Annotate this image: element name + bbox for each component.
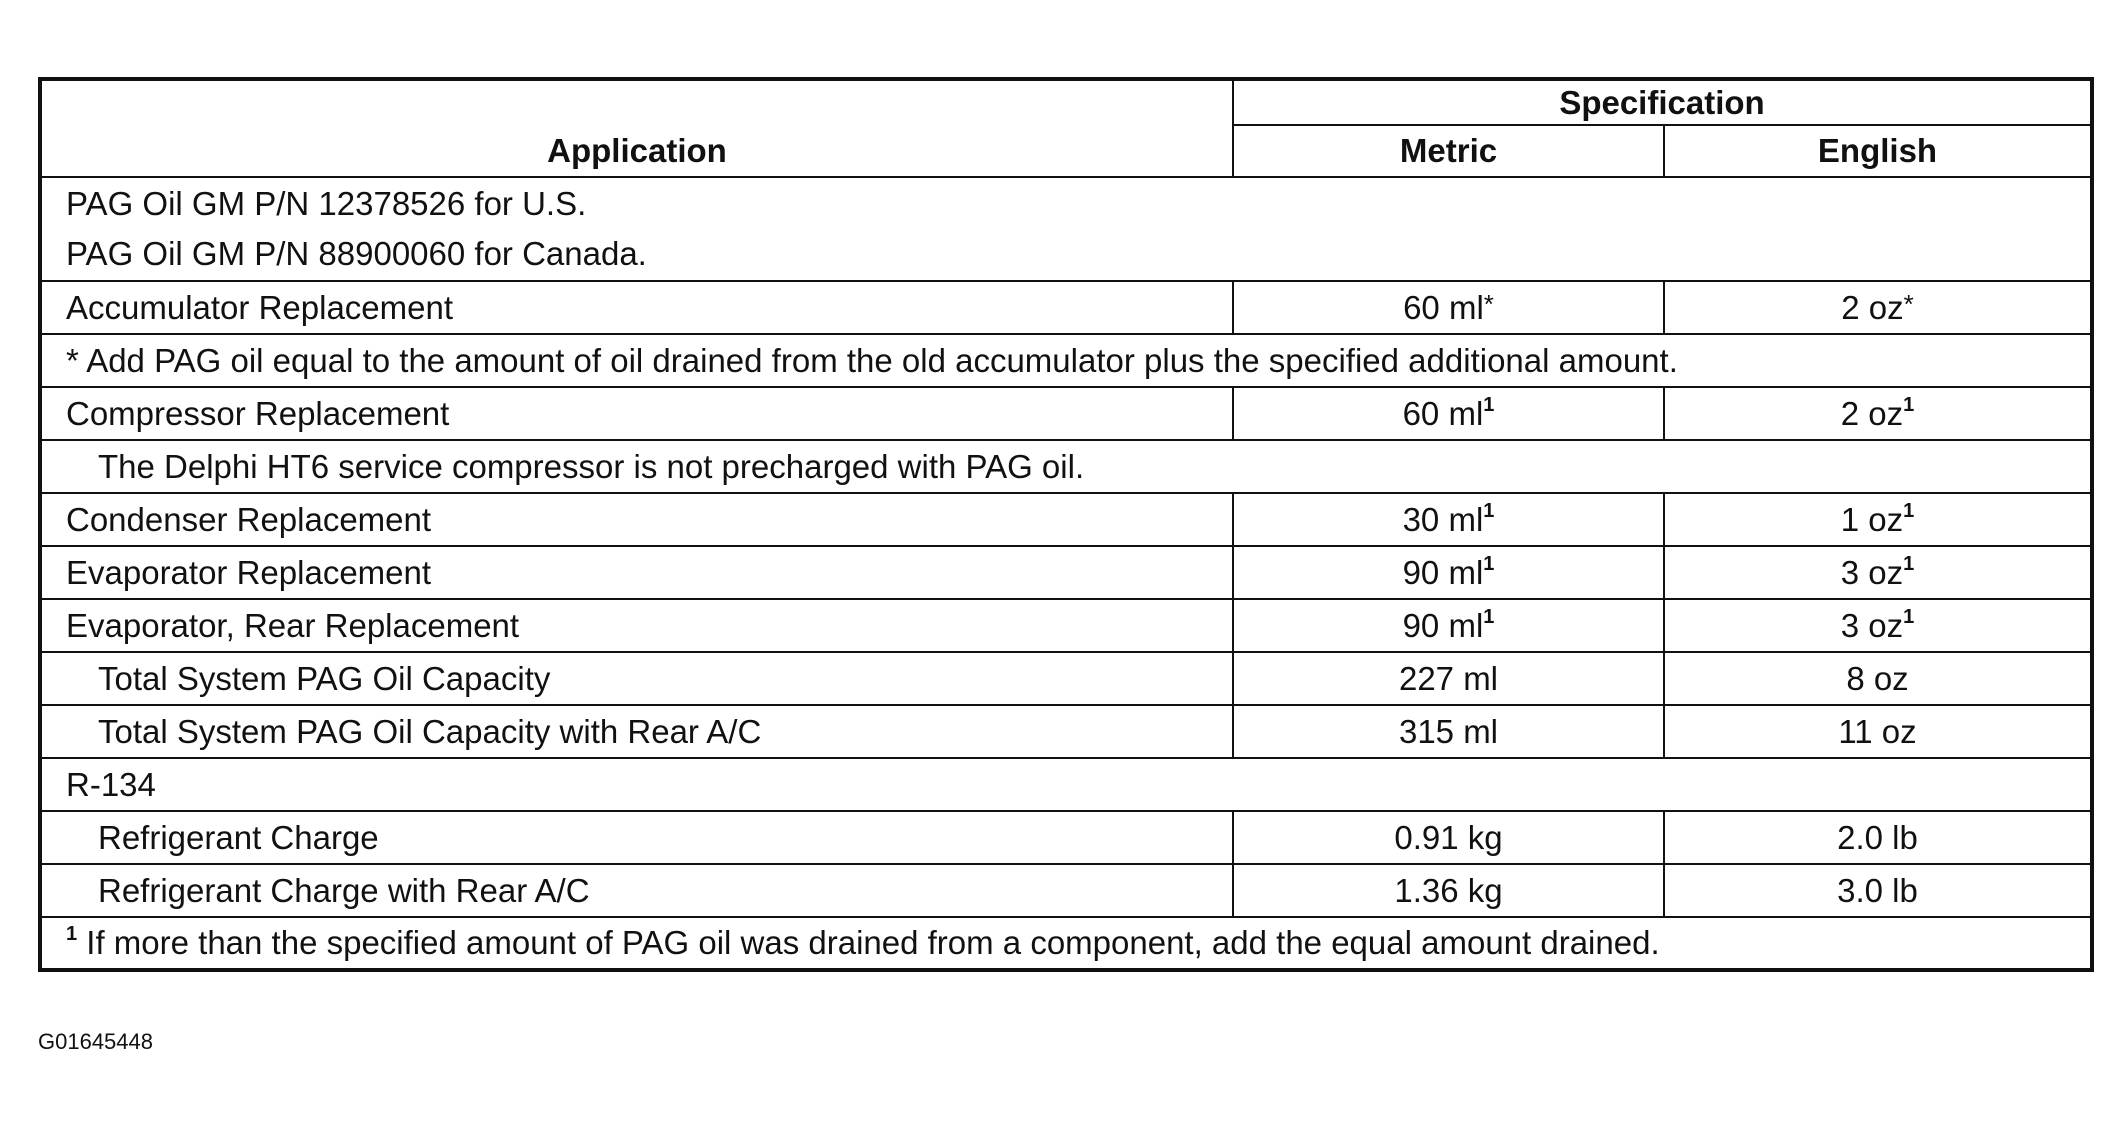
application-cell: Condenser Replacement xyxy=(40,493,1233,546)
metric-cell: 315 ml xyxy=(1233,705,1664,758)
english-cell: 3.0 lb xyxy=(1664,864,2092,917)
table-row xyxy=(40,387,2092,440)
application-cell: Refrigerant Charge xyxy=(40,811,1233,864)
metric-cell xyxy=(1233,599,1664,652)
table-row xyxy=(40,334,2092,387)
specification-table xyxy=(38,77,2094,972)
pag-oil-note-line: PAG Oil GM P/N 12378526 for U.S. xyxy=(66,185,587,222)
english-cell: 11 oz xyxy=(1664,705,2092,758)
application-cell: Evaporator Replacement xyxy=(40,546,1233,599)
application-cell: Total System PAG Oil Capacity with Rear A/C xyxy=(40,705,1233,758)
application-cell: Total System PAG Oil Capacity xyxy=(40,652,1233,705)
table-row xyxy=(40,281,2092,334)
footnote-mark: 1 xyxy=(1903,499,1915,522)
table-row xyxy=(40,758,2092,811)
application-cell: Evaporator, Rear Replacement xyxy=(40,599,1233,652)
accumulator-note: * Add PAG oil equal to the amount of oil drained from the old accumulator plus the specified additional amount. xyxy=(40,334,2092,387)
metric-cell xyxy=(1233,387,1664,440)
figure-id: G01645448 xyxy=(38,1029,153,1054)
asterisk-mark: * xyxy=(1483,288,1494,319)
english-value: 2 oz xyxy=(1840,394,1904,432)
english-value: 3 oz xyxy=(1840,606,1904,644)
english-cell xyxy=(1664,599,2092,652)
header-english: English xyxy=(1664,125,2092,177)
application-cell: Accumulator Replacement xyxy=(40,281,1233,334)
header-specification: Specification xyxy=(1233,79,2092,125)
english-cell xyxy=(1664,281,2092,334)
header-metric: Metric xyxy=(1233,125,1664,177)
footnote xyxy=(40,917,2092,970)
english-cell xyxy=(1664,493,2092,546)
metric-cell xyxy=(1233,493,1664,546)
footnote-mark: 1 xyxy=(1483,499,1495,522)
table-row xyxy=(40,864,2092,917)
table-row xyxy=(40,493,2092,546)
footnote-mark: 1 xyxy=(1903,605,1915,628)
header-row-top xyxy=(40,79,2092,125)
footnote-mark: 1 xyxy=(1903,393,1915,416)
table-row xyxy=(40,811,2092,864)
section-heading-r134: R-134 xyxy=(40,758,2092,811)
metric-value: 60 ml xyxy=(1403,288,1484,326)
table-row xyxy=(40,546,2092,599)
english-cell: 2.0 lb xyxy=(1664,811,2092,864)
table-row xyxy=(40,705,2092,758)
footnote-text: If more than the specified amount of PAG oil was drained from a component, add the equal amount drained. xyxy=(77,924,1660,962)
english-value: 2 oz xyxy=(1841,288,1904,326)
application-cell: Refrigerant Charge with Rear A/C xyxy=(40,864,1233,917)
english-value: 3 oz xyxy=(1840,553,1904,591)
table-row xyxy=(40,599,2092,652)
pag-oil-note-line: PAG Oil GM P/N 88900060 for Canada. xyxy=(66,235,647,272)
table-row xyxy=(40,652,2092,705)
application-cell: Compressor Replacement xyxy=(40,387,1233,440)
english-cell xyxy=(1664,387,2092,440)
metric-value: 60 ml xyxy=(1402,394,1484,432)
metric-cell: 227 ml xyxy=(1233,652,1664,705)
table-row xyxy=(40,917,2092,970)
footnote-mark: 1 xyxy=(1483,605,1495,628)
footnote-mark: 1 xyxy=(66,923,78,946)
english-value: 1 oz xyxy=(1840,500,1904,538)
metric-cell: 1.36 kg xyxy=(1233,864,1664,917)
table-row xyxy=(40,177,2092,281)
asterisk-mark: * xyxy=(1903,288,1914,319)
table-row xyxy=(40,440,2092,493)
metric-value: 90 ml xyxy=(1402,606,1484,644)
metric-cell xyxy=(1233,281,1664,334)
metric-cell: 0.91 kg xyxy=(1233,811,1664,864)
footnote-mark: 1 xyxy=(1903,552,1915,575)
footnote-mark: 1 xyxy=(1483,393,1495,416)
metric-value: 90 ml xyxy=(1402,553,1484,591)
footnote-mark: 1 xyxy=(1483,552,1495,575)
metric-cell xyxy=(1233,546,1664,599)
pag-oil-note xyxy=(40,177,2092,281)
header-application: Application xyxy=(40,79,1233,177)
compressor-note: The Delphi HT6 service compressor is not precharged with PAG oil. xyxy=(40,440,2092,493)
english-cell xyxy=(1664,546,2092,599)
english-cell: 8 oz xyxy=(1664,652,2092,705)
metric-value: 30 ml xyxy=(1402,500,1484,538)
